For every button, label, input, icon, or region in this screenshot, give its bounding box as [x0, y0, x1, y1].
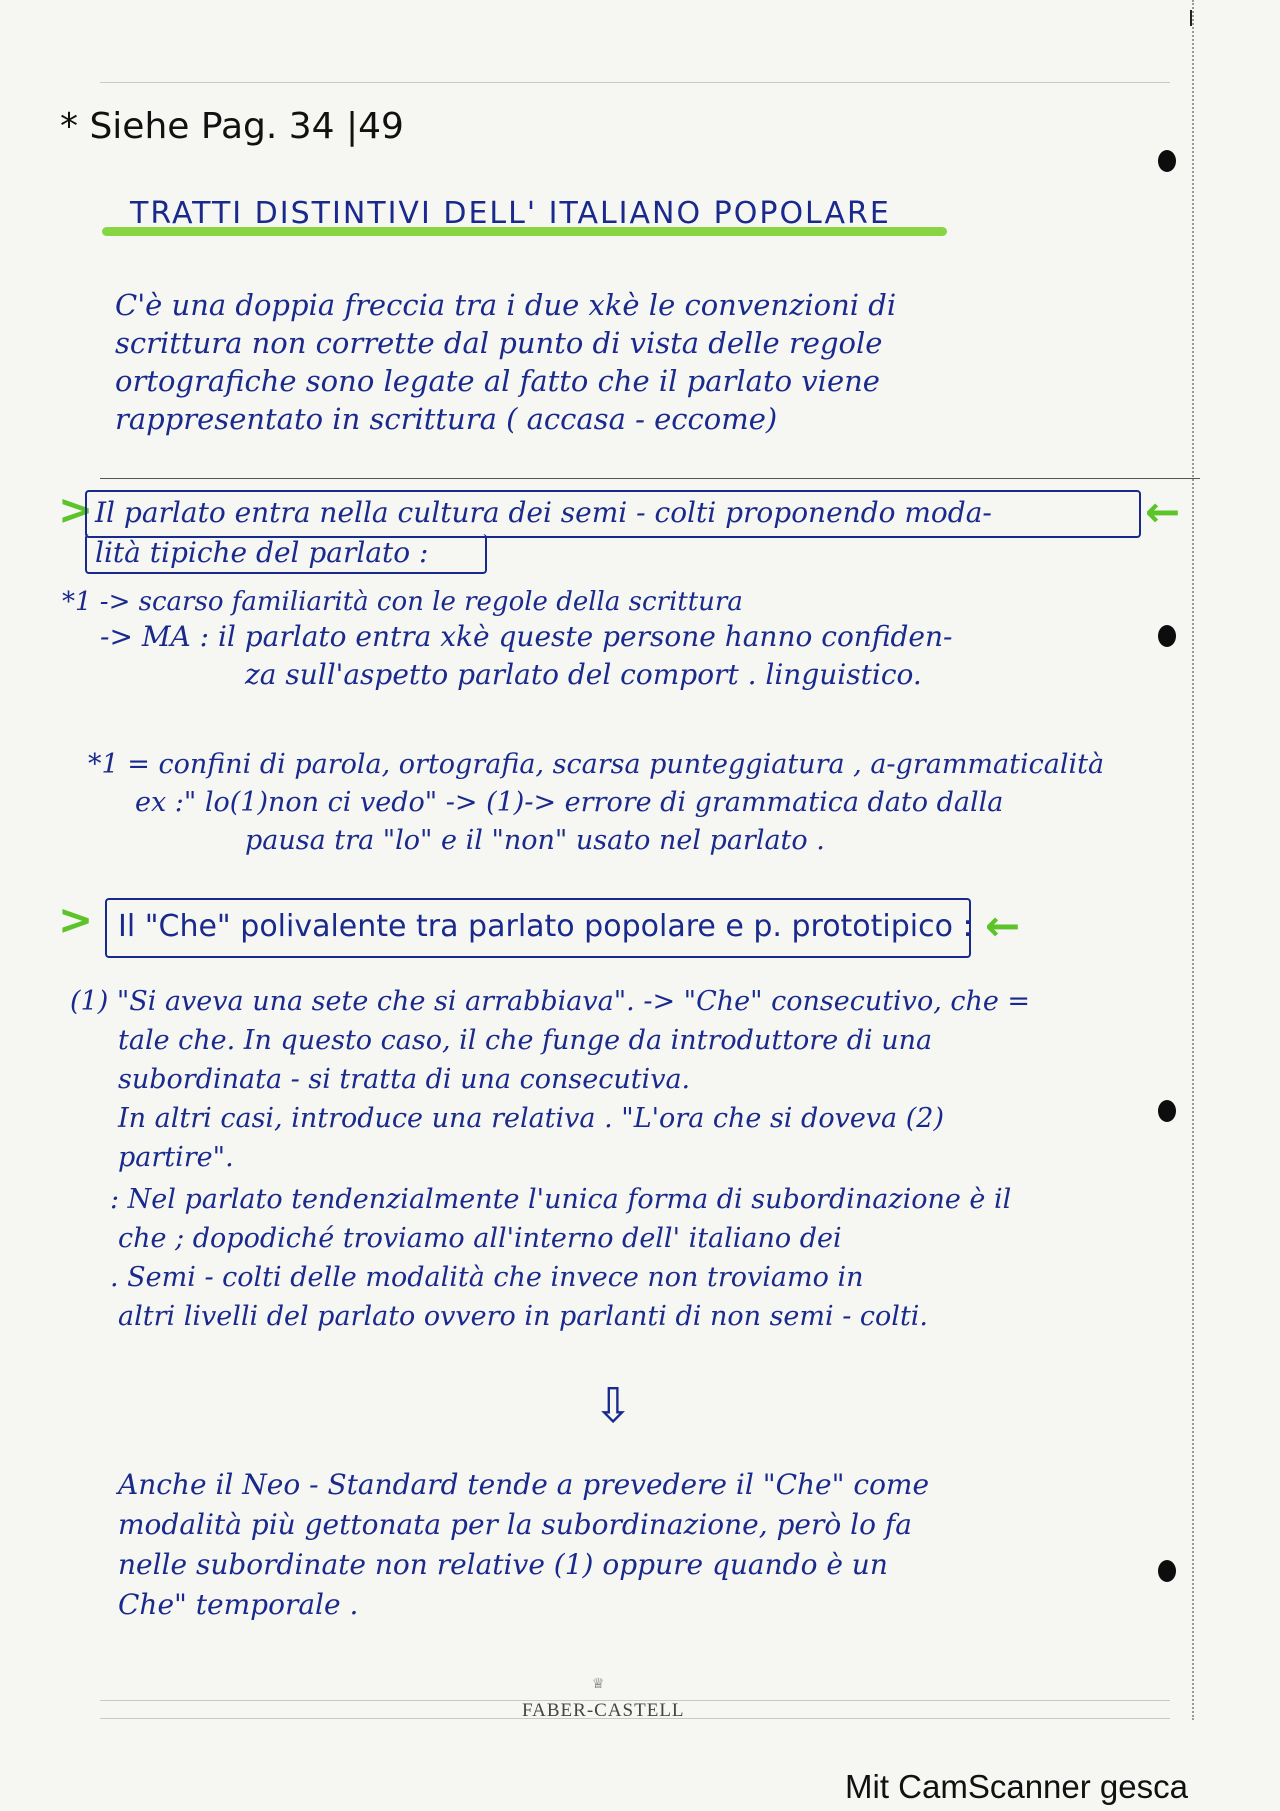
down-arrow-icon: ⇩ [593, 1378, 634, 1434]
note-line: za sull'aspetto parlato del comport . linguistico. [245, 658, 922, 691]
binder-hole [1158, 150, 1176, 172]
conclusion-line: modalità più gettonata per la subordinazione, però lo fa [118, 1508, 912, 1541]
example-line: : Nel parlato tendenzialmente l'unica forma di subordinazione è il [110, 1184, 1012, 1215]
perforation-line [1192, 0, 1194, 1720]
example-line: (1) "Si aveva una sete che si arrabbiava". -> "Che" consecutivo, che = [70, 986, 1031, 1017]
binder-hole [1158, 1560, 1176, 1582]
ruled-line [100, 82, 1170, 83]
footnote-line: pausa tra "lo" e il "non" usato nel parlato . [245, 825, 825, 856]
intro-line: rappresentato in scrittura ( accasa - eccome) [115, 402, 778, 436]
intro-line: C'è una doppia freccia tra i due xkè le convenzioni di [115, 288, 897, 322]
margin-mark [1190, 10, 1192, 26]
box-line: lità tipiche del parlato : [95, 536, 429, 569]
green-arrow-left-icon: ← [1145, 487, 1181, 536]
brand-name: FABER-CASTELL [522, 1700, 685, 1721]
green-arrow-right-icon: > [58, 895, 94, 944]
intro-line: ortografiche sono legate al fatto che il parlato viene [115, 364, 880, 398]
box-line: Il "Che" polivalente tra parlato popolare e p. prototipico : [118, 909, 973, 944]
ruled-line [100, 478, 1200, 479]
scanner-watermark: Mit CamScanner gesca [845, 1768, 1188, 1805]
note-line: -> MA : il parlato entra xkè queste persone hanno confiden- [100, 620, 953, 653]
example-line: . Semi - colti delle modalità che invece non troviamo in [110, 1262, 864, 1293]
box-line: Il parlato entra nella cultura dei semi - colti proponendo moda- [95, 496, 992, 529]
green-arrow-left-icon: ← [985, 901, 1021, 950]
intro-line: scrittura non corrette dal punto di vista delle regole [115, 326, 883, 360]
example-line: subordinata - si tratta di una consecutiva. [118, 1064, 691, 1095]
example-line: tale che. In questo caso, il che funge da introduttore di una [118, 1025, 933, 1056]
binder-hole [1158, 1100, 1176, 1122]
conclusion-line: Che" temporale . [118, 1588, 359, 1621]
conclusion-line: Anche il Neo - Standard tende a prevedere il "Che" come [118, 1468, 930, 1501]
section-title: TRATTI DISTINTIVI DELL' ITALIANO POPOLARE [130, 196, 891, 231]
example-line: che ; dopodiché troviamo all'interno dell' italiano dei [118, 1223, 842, 1254]
brand-logo-icon: ♕ [592, 1676, 605, 1692]
example-line: altri livelli del parlato ovvero in parlanti di non semi - colti. [118, 1301, 929, 1332]
footnote-line: *1 = confini di parola, ortografia, scarsa punteggiatura , a-grammaticalità [88, 749, 1105, 780]
footnote-line: ex :" lo(1)non ci vedo" -> (1)-> errore di grammatica dato dalla [135, 787, 1004, 818]
example-line: partire". [118, 1142, 234, 1173]
note-line: *1 -> scarso familiarità con le regole della scrittura [62, 587, 743, 617]
green-arrow-right-icon: > [58, 485, 94, 534]
example-line: In altri casi, introduce una relativa . "L'ora che si doveva (2) [118, 1103, 944, 1134]
binder-hole [1158, 625, 1176, 647]
conclusion-line: nelle subordinate non relative (1) oppure quando è un [118, 1548, 888, 1581]
page-reference: * Siehe Pag. 34 |49 [60, 106, 404, 147]
